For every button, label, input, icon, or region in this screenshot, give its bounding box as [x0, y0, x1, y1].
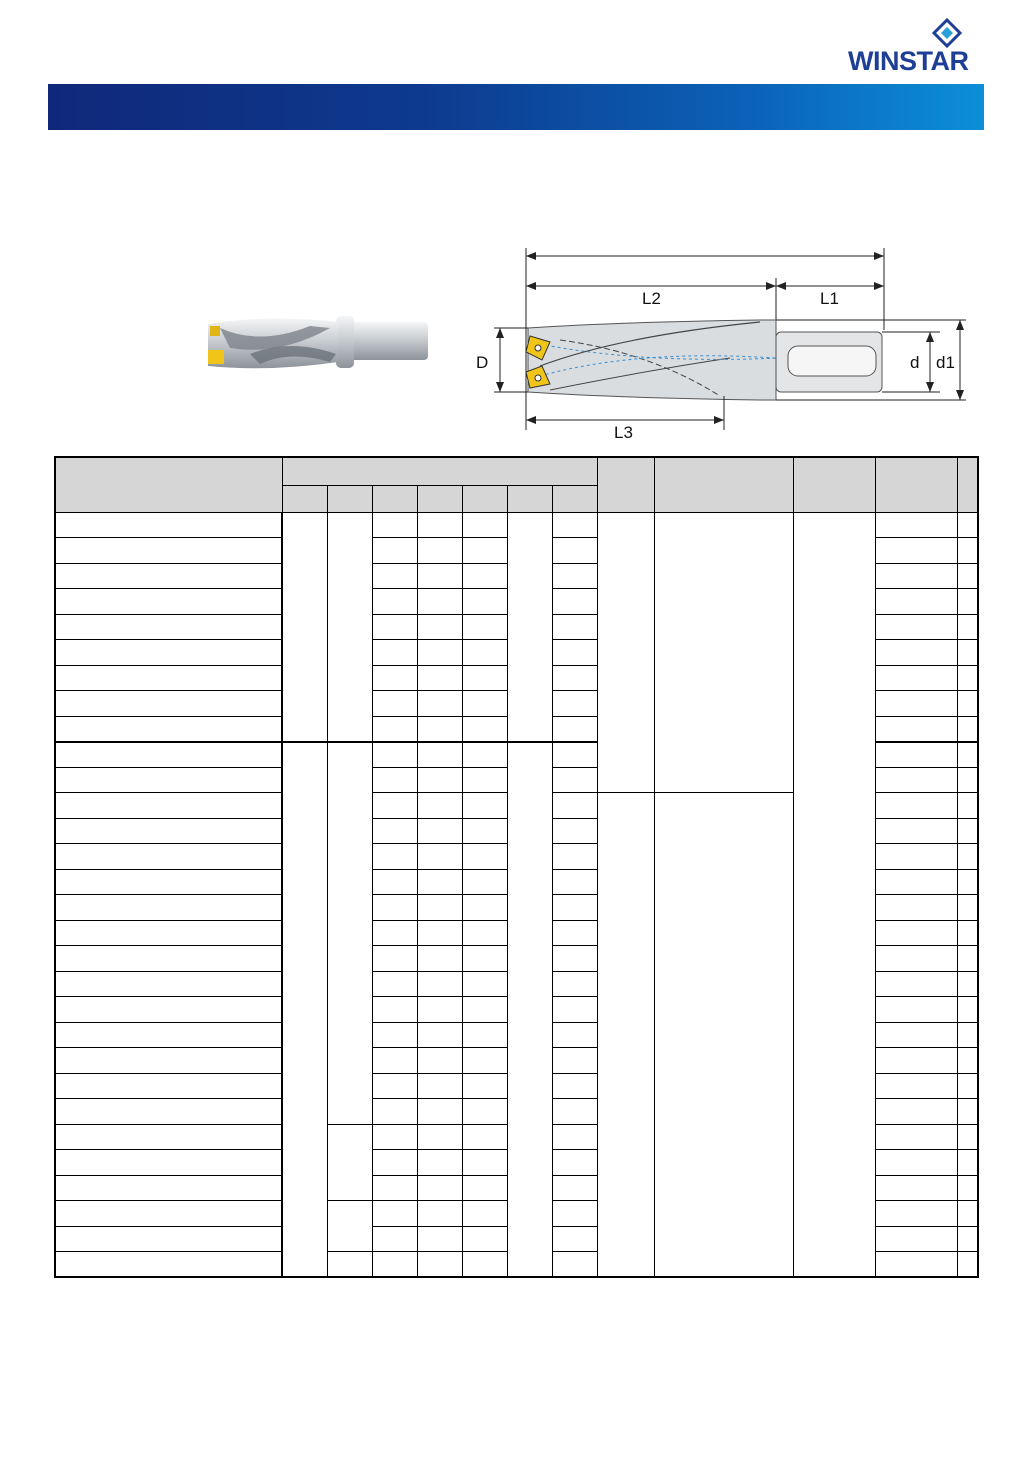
table-cell — [552, 793, 597, 819]
label-d1: d1 — [936, 353, 955, 372]
table-cell — [417, 997, 462, 1023]
table-cell — [55, 716, 282, 742]
table-cell — [417, 946, 462, 972]
table-cell — [372, 640, 417, 666]
table-cell — [372, 844, 417, 870]
table-cell — [957, 1048, 978, 1074]
header-sub-4 — [417, 485, 462, 512]
table-cell — [875, 869, 957, 895]
table-cell — [417, 640, 462, 666]
table-cell — [957, 1073, 978, 1099]
table-cell — [654, 512, 793, 793]
table-cell — [875, 1201, 957, 1227]
table-cell — [462, 818, 507, 844]
table-cell — [372, 1022, 417, 1048]
table-cell — [957, 538, 978, 564]
table-cell — [372, 920, 417, 946]
table-cell — [417, 895, 462, 921]
table-cell — [55, 844, 282, 870]
table-cell — [327, 1252, 372, 1278]
table-cell — [875, 946, 957, 972]
table-cell — [372, 895, 417, 921]
table-cell — [462, 614, 507, 640]
table-cell — [462, 1150, 507, 1176]
table-cell — [552, 512, 597, 538]
table-cell — [552, 767, 597, 793]
table-cell — [417, 1252, 462, 1278]
header-sub-2 — [327, 485, 372, 512]
table-cell — [552, 1252, 597, 1278]
table-cell — [552, 640, 597, 666]
table-cell — [875, 767, 957, 793]
table-cell — [372, 512, 417, 538]
label-l3: L3 — [614, 423, 633, 442]
table-cell — [462, 1099, 507, 1125]
table-cell — [417, 920, 462, 946]
table-cell — [372, 665, 417, 691]
table-cell — [597, 512, 654, 793]
table-cell — [372, 869, 417, 895]
table-cell — [875, 1175, 957, 1201]
table-cell — [462, 691, 507, 717]
table-cell — [957, 665, 978, 691]
table-cell — [282, 512, 327, 742]
table-cell — [875, 563, 957, 589]
table-cell — [875, 589, 957, 615]
table-cell — [462, 1022, 507, 1048]
table-cell — [552, 997, 597, 1023]
table-cell — [417, 971, 462, 997]
table-cell — [417, 1099, 462, 1125]
table-cell — [552, 589, 597, 615]
table-cell — [55, 1022, 282, 1048]
table-cell — [462, 1252, 507, 1278]
table-cell — [875, 1150, 957, 1176]
table-cell — [417, 563, 462, 589]
table-cell — [875, 614, 957, 640]
table-cell — [507, 742, 552, 1278]
table-cell — [957, 589, 978, 615]
table-cell — [875, 1226, 957, 1252]
table-cell — [552, 665, 597, 691]
table-cell — [462, 946, 507, 972]
table-cell — [372, 1099, 417, 1125]
header-col-13 — [957, 457, 978, 512]
brand-logo — [848, 18, 988, 74]
table-cell — [552, 691, 597, 717]
table-cell — [327, 742, 372, 1125]
table-cell — [417, 512, 462, 538]
table-cell — [793, 512, 875, 1277]
table-cell — [957, 869, 978, 895]
table-cell — [372, 538, 417, 564]
logo-wordmark: WINSTAR — [848, 46, 969, 76]
table-cell — [875, 1048, 957, 1074]
table-cell — [55, 589, 282, 615]
header-sub-5 — [462, 485, 507, 512]
table-cell — [417, 1124, 462, 1150]
table-cell — [372, 614, 417, 640]
table-cell — [552, 1124, 597, 1150]
table-cell — [417, 538, 462, 564]
table-cell — [372, 1252, 417, 1278]
table-cell — [462, 665, 507, 691]
table-cell — [55, 614, 282, 640]
table-cell — [875, 665, 957, 691]
table-cell — [372, 1226, 417, 1252]
table-cell — [55, 1175, 282, 1201]
table-cell — [55, 1201, 282, 1227]
table-cell — [372, 742, 417, 768]
table-cell — [372, 1124, 417, 1150]
table-cell — [957, 767, 978, 793]
table-cell — [957, 1175, 978, 1201]
table-cell — [957, 895, 978, 921]
table-cell — [957, 1226, 978, 1252]
table-cell — [552, 818, 597, 844]
table-cell — [957, 716, 978, 742]
table-cell — [462, 716, 507, 742]
table-cell — [957, 512, 978, 538]
table-cell — [417, 589, 462, 615]
table-cell — [55, 640, 282, 666]
label-l2: L2 — [642, 289, 661, 308]
table-cell — [462, 640, 507, 666]
table-cell — [55, 971, 282, 997]
table-cell — [552, 538, 597, 564]
table-cell — [55, 665, 282, 691]
table-cell — [55, 1073, 282, 1099]
header-model — [55, 457, 282, 512]
table-body — [55, 512, 978, 1277]
table-row — [55, 512, 978, 538]
table-cell — [417, 1226, 462, 1252]
table-cell — [552, 1048, 597, 1074]
table-cell — [417, 665, 462, 691]
table-cell — [462, 1124, 507, 1150]
table-cell — [552, 1022, 597, 1048]
table-cell — [327, 1201, 372, 1252]
header-col-10 — [654, 457, 793, 512]
table-cell — [462, 512, 507, 538]
table-cell — [417, 869, 462, 895]
table-cell — [875, 512, 957, 538]
header-sub-7 — [552, 485, 597, 512]
table-cell — [957, 1022, 978, 1048]
table-cell — [55, 1099, 282, 1125]
table-cell — [417, 742, 462, 768]
table-cell — [957, 640, 978, 666]
table-cell — [55, 869, 282, 895]
table-cell — [55, 563, 282, 589]
table-cell — [417, 767, 462, 793]
table-cell — [462, 1201, 507, 1227]
table-cell — [462, 538, 507, 564]
table-cell — [417, 614, 462, 640]
table-cell — [552, 1175, 597, 1201]
header-col-11 — [793, 457, 875, 512]
table-cell — [462, 563, 507, 589]
table-cell — [552, 1099, 597, 1125]
table-cell — [55, 1124, 282, 1150]
table-cell — [462, 793, 507, 819]
table-cell — [327, 512, 372, 742]
header-col-9 — [597, 457, 654, 512]
table-cell — [55, 793, 282, 819]
table-cell — [875, 793, 957, 819]
table-cell — [55, 512, 282, 538]
table-cell — [957, 971, 978, 997]
table-cell — [417, 1048, 462, 1074]
table-cell — [552, 1150, 597, 1176]
table-cell — [462, 589, 507, 615]
table-cell — [372, 1175, 417, 1201]
table-cell — [462, 1048, 507, 1074]
header-banner — [48, 84, 984, 130]
table-cell — [282, 742, 327, 1278]
table-cell — [372, 1150, 417, 1176]
table-cell — [875, 640, 957, 666]
table-cell — [372, 971, 417, 997]
header-col-12 — [875, 457, 957, 512]
table-cell — [957, 1099, 978, 1125]
table-cell — [957, 1201, 978, 1227]
table-cell — [875, 1073, 957, 1099]
table-cell — [55, 767, 282, 793]
table-cell — [372, 1073, 417, 1099]
table-cell — [957, 793, 978, 819]
table-cell — [417, 691, 462, 717]
table-cell — [462, 844, 507, 870]
table-cell — [957, 920, 978, 946]
table-cell — [957, 1150, 978, 1176]
table-cell — [654, 793, 793, 1278]
table-cell — [55, 818, 282, 844]
table-cell — [552, 1226, 597, 1252]
table-cell — [372, 563, 417, 589]
table-cell — [957, 1124, 978, 1150]
table-cell — [875, 1252, 957, 1278]
table-cell — [462, 1175, 507, 1201]
table-cell — [417, 1022, 462, 1048]
table-cell — [55, 1252, 282, 1278]
table-cell — [875, 1022, 957, 1048]
table-cell — [417, 818, 462, 844]
table-cell — [462, 920, 507, 946]
table-cell — [552, 716, 597, 742]
table-cell — [462, 997, 507, 1023]
table-cell — [372, 767, 417, 793]
table-cell — [552, 1201, 597, 1227]
header-sub-6 — [507, 485, 552, 512]
table-cell — [597, 793, 654, 1278]
table-cell — [875, 997, 957, 1023]
label-d-big: D — [476, 353, 489, 372]
table-cell — [552, 1073, 597, 1099]
header-dimensions — [282, 457, 597, 485]
table-cell — [507, 512, 552, 742]
table-cell — [875, 742, 957, 768]
table-cell — [55, 920, 282, 946]
label-l1: L1 — [820, 289, 839, 308]
table-cell — [55, 895, 282, 921]
table-cell — [462, 1226, 507, 1252]
table-cell — [417, 793, 462, 819]
table-cell — [875, 691, 957, 717]
table-cell — [372, 1201, 417, 1227]
table-cell — [875, 895, 957, 921]
table-cell — [552, 920, 597, 946]
table-cell — [957, 997, 978, 1023]
table-cell — [875, 1124, 957, 1150]
table-cell — [875, 818, 957, 844]
table-cell — [875, 844, 957, 870]
table-cell — [552, 742, 597, 768]
table-cell — [875, 971, 957, 997]
table-cell — [372, 997, 417, 1023]
table-cell — [55, 1048, 282, 1074]
table-cell — [417, 1150, 462, 1176]
table-cell — [55, 1226, 282, 1252]
table-cell — [875, 538, 957, 564]
table-cell — [875, 1099, 957, 1125]
table-cell — [462, 742, 507, 768]
table-cell — [552, 946, 597, 972]
table-cell — [462, 869, 507, 895]
table-cell — [55, 538, 282, 564]
header-sub-1 — [282, 485, 327, 512]
table-cell — [462, 895, 507, 921]
logo-diamond-icon — [930, 18, 964, 48]
table-cell — [372, 1048, 417, 1074]
table-cell — [957, 1252, 978, 1278]
header-sub-3 — [372, 485, 417, 512]
table-cell — [957, 844, 978, 870]
table-header — [55, 457, 978, 512]
table-cell — [55, 691, 282, 717]
table-cell — [417, 844, 462, 870]
table-cell — [372, 818, 417, 844]
dimension-diagram — [470, 240, 990, 450]
table-cell — [552, 563, 597, 589]
drill-photo — [190, 306, 440, 386]
table-cell — [327, 1124, 372, 1201]
table-cell — [552, 844, 597, 870]
table-cell — [462, 971, 507, 997]
table-cell — [552, 971, 597, 997]
table-cell — [417, 1073, 462, 1099]
table-cell — [957, 614, 978, 640]
table-cell — [55, 1150, 282, 1176]
table-cell — [957, 563, 978, 589]
table-cell — [957, 691, 978, 717]
table-cell — [417, 1201, 462, 1227]
table-cell — [417, 716, 462, 742]
table-cell — [875, 716, 957, 742]
table-cell — [552, 895, 597, 921]
table-cell — [552, 869, 597, 895]
table-cell — [55, 946, 282, 972]
table-cell — [462, 1073, 507, 1099]
table-cell — [957, 818, 978, 844]
table-cell — [957, 946, 978, 972]
table-cell — [372, 589, 417, 615]
spec-table — [54, 456, 979, 1278]
table-cell — [55, 997, 282, 1023]
table-cell — [372, 946, 417, 972]
table-cell — [957, 742, 978, 768]
table-cell — [875, 920, 957, 946]
label-d-small: d — [910, 353, 920, 372]
table-cell — [417, 1175, 462, 1201]
table-cell — [55, 742, 282, 768]
table-cell — [372, 716, 417, 742]
table-cell — [552, 614, 597, 640]
table-cell — [372, 793, 417, 819]
table-cell — [462, 767, 507, 793]
table-cell — [372, 691, 417, 717]
